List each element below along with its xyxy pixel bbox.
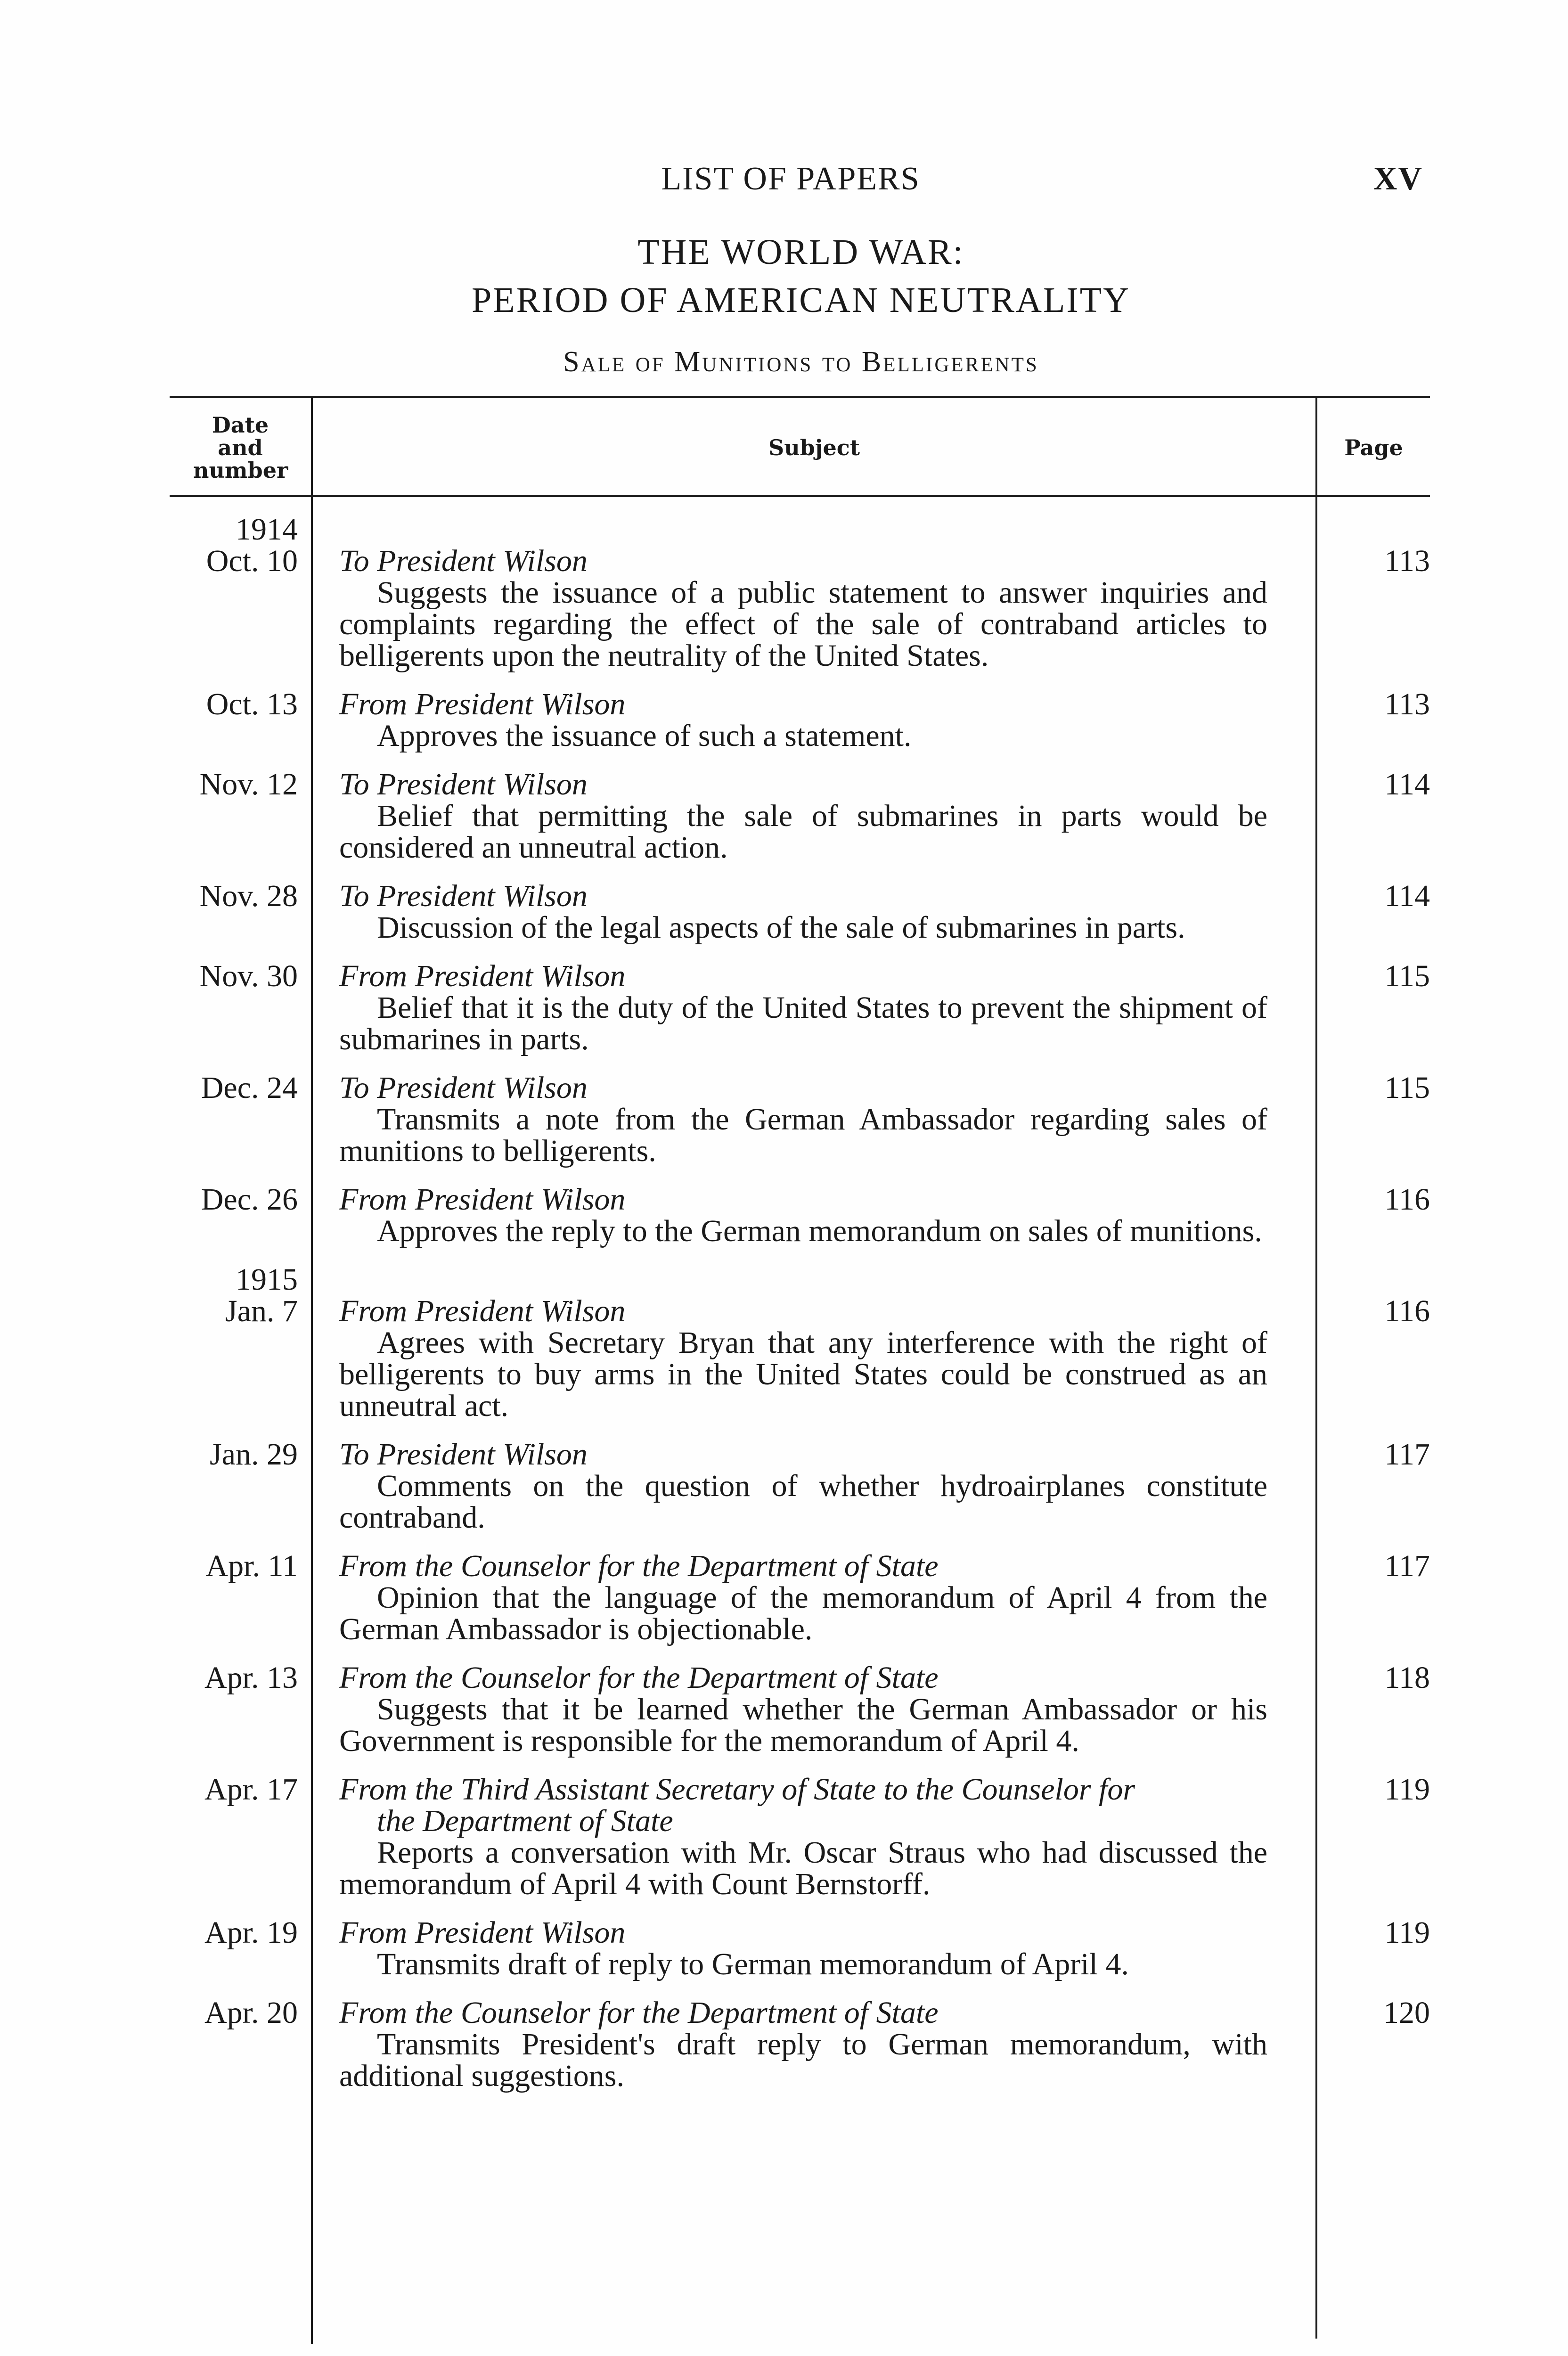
entry-year: 1914 [236, 512, 298, 547]
column-header-date [170, 405, 311, 490]
entry-date-cell [170, 1997, 298, 2029]
entry-date-cell [170, 1264, 298, 1327]
entry-summary: Belief that it is the duty of the United States to prevent the shipment of submarines in parts. [339, 990, 1267, 1056]
section-title: Sale of Munitions to Belligerents [563, 346, 1039, 378]
entry-correspondent: To President Wilson [339, 767, 588, 802]
entry-summary: Transmits a note from the German Ambassador regarding sales of munitions to belligerents. [339, 1102, 1267, 1168]
table-row [170, 1264, 1430, 1422]
table-row [170, 1917, 1430, 1980]
entry-year: 1915 [236, 1262, 298, 1297]
table-row [170, 1997, 1430, 2092]
entry-date: Jan. 7 [225, 1294, 298, 1328]
heading-period: PERIOD OF AMERICAN NEUTRALITY [472, 280, 1130, 320]
entry-summary: Suggests that it be learned whether the German Ambassador or his Government is responsible for the memorandum of April 4. [339, 1692, 1267, 1758]
column-header-subject [313, 405, 1315, 490]
entry-page-number: 113 [1384, 544, 1430, 578]
entry-date: Apr. 19 [204, 1915, 298, 1950]
entry-date: Dec. 26 [201, 1182, 298, 1217]
entry-page-number: 114 [1384, 767, 1430, 802]
entry-correspondent: To President Wilson [339, 1437, 588, 1472]
entry-page-number: 115 [1384, 959, 1430, 993]
entry-correspondent: From the Third Assistant Secretary of State to the Counselor for [339, 1772, 1135, 1807]
entry-summary: Approves the issuance of such a statement. [377, 719, 912, 753]
entry-subject-cell [339, 880, 1267, 943]
entry-summary: Transmits President's draft reply to German memorandum, with additional suggestions. [339, 2027, 1267, 2093]
entry-correspondent: From President Wilson [339, 1915, 626, 1950]
entry-correspondent: From President Wilson [339, 1182, 626, 1217]
table-row [170, 1439, 1430, 1533]
entry-page-number: 114 [1384, 879, 1430, 913]
entry-date: Apr. 20 [204, 1996, 298, 2030]
entry-summary: Suggests the issuance of a public statement to answer inquiries and complaints regarding the effect of the sale of contraband articles to belligerents upon the neutrality of the United States. [339, 575, 1267, 673]
entries-table-body [170, 514, 1430, 2109]
entry-page-number: 117 [1384, 1549, 1430, 1583]
entry-correspondent: From the Counselor for the Department of State [339, 1996, 939, 2030]
entry-page-number: 118 [1384, 1661, 1430, 1695]
table-header-rule [170, 495, 1430, 497]
entry-page-number: 120 [1383, 1996, 1430, 2030]
entry-page-number: 117 [1384, 1437, 1430, 1472]
column-header-subject-label: Subject [768, 435, 860, 460]
entry-date-cell [170, 1774, 298, 1805]
entry-date: Apr. 17 [204, 1772, 298, 1807]
column-header-page [1317, 405, 1430, 490]
entry-summary: Reports a conversation with Mr. Oscar Straus who had discussed the memorandum of April 4 with Count Bernstorff. [339, 1835, 1267, 1901]
entry-date-cell [170, 1662, 298, 1693]
table-row [170, 880, 1430, 943]
entry-subject-cell [339, 688, 1267, 752]
entry-summary: Belief that permitting the sale of submarines in parts would be considered an unneutral action. [339, 799, 1267, 865]
table-row [170, 514, 1430, 671]
entry-subject-cell [339, 514, 1267, 671]
table-row [170, 960, 1430, 1055]
table-row [170, 688, 1430, 752]
table-row [170, 1184, 1430, 1247]
column-header-page-label: Page [1344, 435, 1403, 460]
entry-correspondent: To President Wilson [339, 1071, 588, 1105]
running-title: LIST OF PAPERS [661, 161, 920, 197]
entry-date-cell [170, 1917, 298, 1948]
entry-date-cell [170, 688, 298, 720]
entry-subject-cell [339, 1439, 1267, 1533]
heading-world-war: THE WORLD WAR: [637, 232, 964, 272]
entry-date: Jan. 29 [210, 1437, 298, 1472]
table-row [170, 1072, 1430, 1167]
entry-date: Nov. 12 [199, 767, 298, 802]
entry-subject-cell [339, 1072, 1267, 1167]
page-number: XV [1373, 161, 1423, 197]
entry-summary: Comments on the question of whether hydroairplanes constitute contraband. [339, 1469, 1267, 1535]
entry-date: Oct. 10 [206, 544, 298, 578]
entry-date-cell [170, 960, 298, 992]
entry-date-cell [170, 1439, 298, 1470]
entry-subject-cell [339, 769, 1267, 863]
entry-subject-cell [339, 1997, 1267, 2092]
entry-date: Nov. 28 [199, 879, 298, 913]
entry-date-cell [170, 1072, 298, 1104]
entry-date-cell [170, 880, 298, 912]
entry-correspondent: From President Wilson [339, 959, 626, 993]
entry-summary: Transmits draft of reply to German memorandum of April 4. [377, 1947, 1129, 1981]
entry-page-number: 116 [1384, 1182, 1430, 1217]
entry-summary: Opinion that the language of the memorandum of April 4 from the German Ambassador is objectionable. [339, 1580, 1267, 1646]
entry-correspondent: To President Wilson [339, 879, 588, 913]
table-row [170, 1662, 1430, 1757]
entry-correspondent: To President Wilson [339, 544, 588, 578]
entry-correspondent: From the Counselor for the Department of State [339, 1661, 939, 1695]
running-head [0, 158, 1568, 200]
entry-subject-cell [339, 1184, 1267, 1247]
entry-date: Apr. 13 [204, 1661, 298, 1695]
entry-correspondent-continued: the Department of State [377, 1804, 673, 1838]
entry-subject-cell [339, 1662, 1267, 1757]
entry-summary: Discussion of the legal aspects of the sale of submarines in parts. [377, 910, 1185, 945]
entry-summary: Approves the reply to the German memorandum on sales of munitions. [377, 1214, 1262, 1248]
entry-subject-cell [339, 1917, 1267, 1980]
entry-correspondent: From President Wilson [339, 687, 626, 721]
column-header-date-label: Date and number [193, 412, 288, 483]
entry-date-cell [170, 769, 298, 800]
entry-date-cell [170, 1184, 298, 1215]
table-row [170, 1550, 1430, 1645]
entry-page-number: 119 [1384, 1915, 1430, 1950]
entry-date: Oct. 13 [206, 687, 298, 721]
entry-correspondent: From President Wilson [339, 1294, 626, 1328]
entry-page-number: 115 [1384, 1071, 1430, 1105]
table-row [170, 769, 1430, 863]
entry-date-cell [170, 514, 298, 577]
entry-subject-cell [339, 1264, 1267, 1422]
entry-date: Apr. 11 [205, 1549, 298, 1583]
entry-date: Nov. 30 [199, 959, 298, 993]
entry-page-number: 119 [1384, 1772, 1430, 1807]
entry-subject-cell [339, 960, 1267, 1055]
entry-page-number: 113 [1384, 687, 1430, 721]
table-row [170, 1774, 1430, 1900]
entry-subject-cell [339, 1774, 1267, 1900]
entry-date-cell [170, 1550, 298, 1582]
table-top-rule [170, 396, 1430, 398]
entry-subject-cell [339, 1550, 1267, 1645]
entry-summary: Agrees with Secretary Bryan that any interference with the right of belligerents to buy arms in the United States could be construed as an unneutral act. [339, 1325, 1267, 1423]
entry-correspondent: From the Counselor for the Department of State [339, 1549, 939, 1583]
entry-page-number: 116 [1384, 1294, 1430, 1328]
entry-date: Dec. 24 [201, 1071, 298, 1105]
